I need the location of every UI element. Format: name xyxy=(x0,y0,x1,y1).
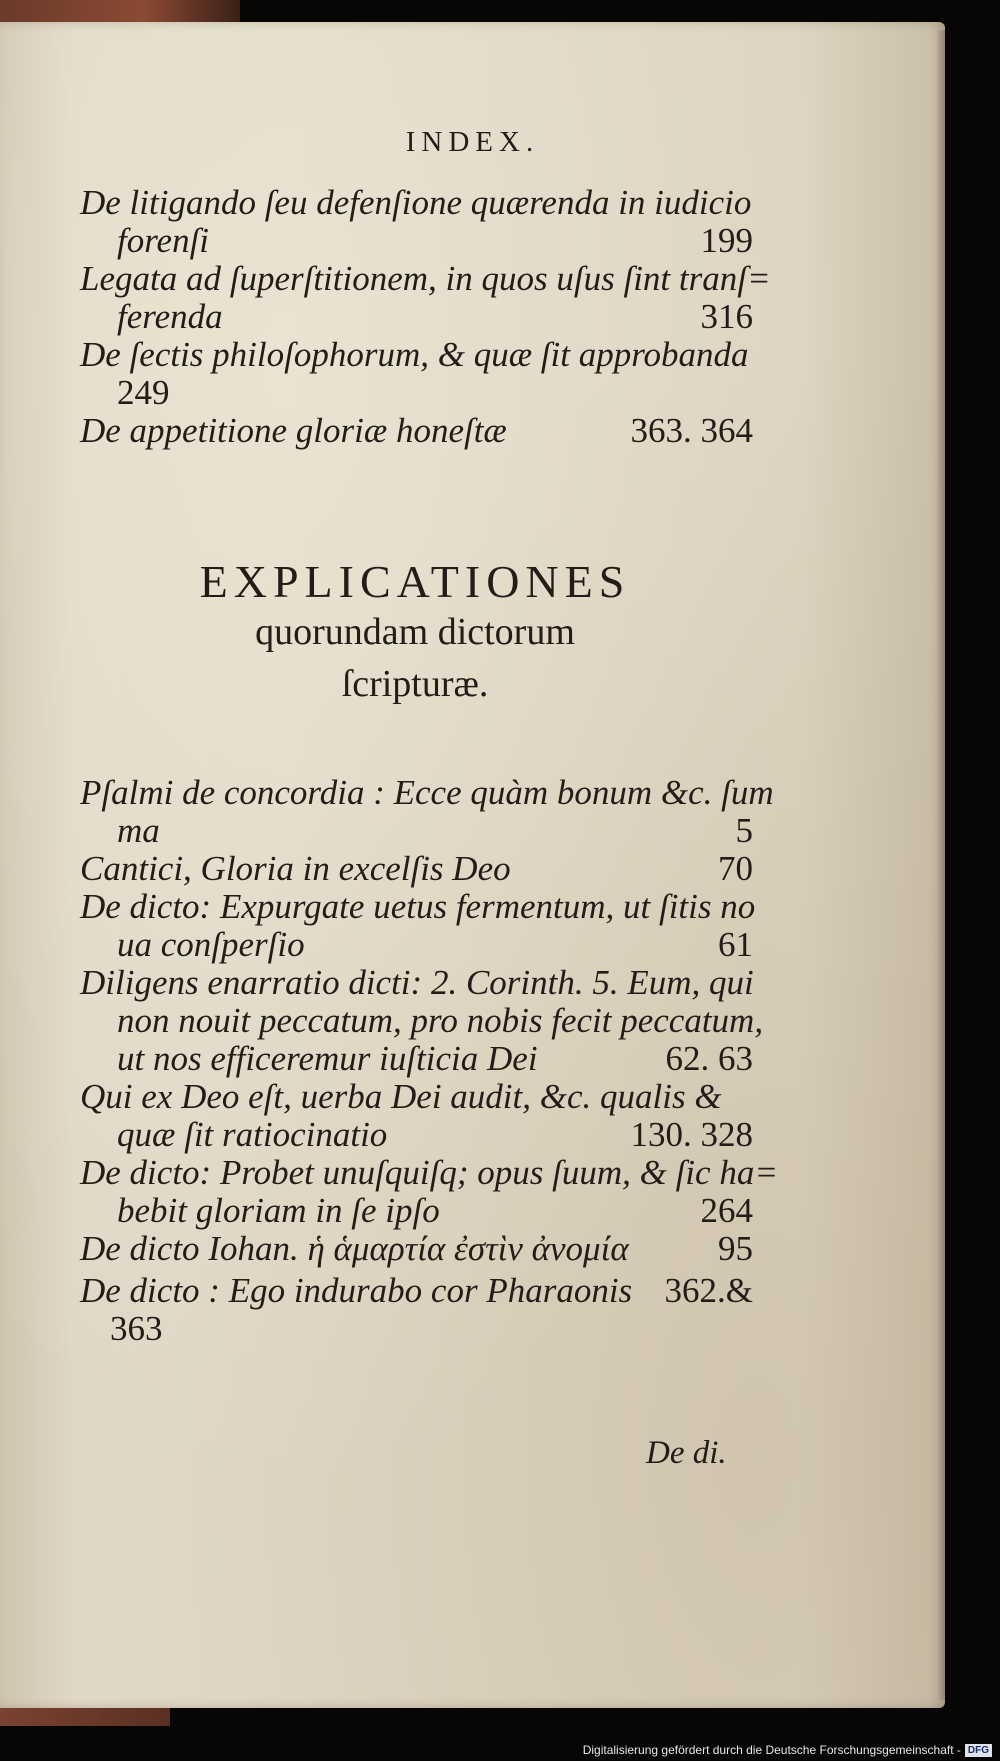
page-reference: 95 xyxy=(718,1229,753,1268)
book-edge-bottom xyxy=(0,1708,170,1726)
footer-text: Digitalisierung gefördert durch die Deutsche Forschungsgemeinschaft - xyxy=(582,1743,961,1757)
entry-line: De appetitione gloriæ honeſtæ xyxy=(80,411,507,450)
page-reference: 362.& xyxy=(664,1271,753,1310)
index-entry xyxy=(80,1153,778,1230)
entry-line: De litigando ſeu defenſione quærenda in iudicio xyxy=(80,183,752,222)
entry-line-continued: quæ ſit ratiocinatio xyxy=(117,1115,388,1154)
entry-line-continued: ut nos efficeremur iuſticia Dei xyxy=(117,1039,538,1078)
page-reference: 363. 364 xyxy=(630,411,753,450)
entry-line-continued: forenſi xyxy=(117,221,210,260)
index-entry xyxy=(80,850,753,888)
entry-line: De dicto Iohan. ἡ ἁμαρτία ἐστὶν ἀνομία xyxy=(80,1229,629,1268)
dfg-logo: DFG xyxy=(965,1744,992,1757)
page-reference: 61 xyxy=(718,925,753,964)
index-entry xyxy=(80,412,753,450)
entry-line: Pſalmi de concordia : Ecce quàm bonum &c. ſum xyxy=(80,773,774,812)
entry-line: Diligens enarratio dicti: 2. Corinth. 5. Eum, qui xyxy=(80,963,754,1002)
section-subtitle-line-1: quorundam dictorum xyxy=(255,611,575,653)
entry-line: De dicto: Probet unuſquiſq; opus ſuum, & ſic ha= xyxy=(80,1153,778,1192)
page-reference: 316 xyxy=(700,297,753,336)
page-reference: 249 xyxy=(117,373,170,412)
index-entry xyxy=(80,336,753,412)
page-right-edge xyxy=(937,30,945,1700)
index-entry xyxy=(80,963,764,1078)
entry-line: De dicto: Expurgate uetus fermentum, ut ſitis no xyxy=(80,887,756,926)
index-entry xyxy=(80,1272,753,1348)
entry-line: Cantici, Gloria in excelſis Deo xyxy=(80,849,511,888)
book-edge-top xyxy=(0,0,240,22)
entry-line-continued: ma xyxy=(117,811,160,850)
footer-credit xyxy=(583,1743,992,1757)
section-subtitle-line-2: ſcripturæ. xyxy=(341,663,489,705)
running-head: INDEX. xyxy=(405,126,540,158)
entry-line-continued: ferenda xyxy=(117,297,223,336)
entry-line-continued: ua conſperſio xyxy=(117,925,305,964)
catchword: De di. xyxy=(646,1435,727,1471)
entry-line: Qui ex Deo eſt, uerba Dei audit, &c. qualis & xyxy=(80,1077,722,1116)
page-reference-continued: 363 xyxy=(110,1309,163,1348)
index-entry xyxy=(80,773,774,850)
index-entry xyxy=(80,1230,753,1268)
book-page xyxy=(0,22,945,1708)
entry-line: De dicto : Ego indurabo cor Pharaonis xyxy=(80,1271,633,1310)
index-entry xyxy=(80,259,771,336)
section-title: EXPLICATIONES xyxy=(199,556,631,607)
page-reference: 264 xyxy=(700,1191,753,1230)
page-reference: 5 xyxy=(735,811,753,850)
page-reference: 62. 63 xyxy=(665,1039,753,1078)
entry-line: Legata ad ſuperſtitionem, in quos uſus ſint tranſ= xyxy=(80,259,771,298)
page-reference: 130. 328 xyxy=(630,1115,753,1154)
page-reference: 199 xyxy=(700,221,753,260)
index-entry xyxy=(80,1078,753,1154)
entry-line-continued: bebit gloriam in ſe ipſo xyxy=(117,1191,440,1230)
index-entry xyxy=(80,887,756,964)
page-reference: 70 xyxy=(718,849,753,888)
entry-line-continued: non nouit peccatum, pro nobis fecit peccatum, xyxy=(117,1001,764,1040)
index-entry xyxy=(80,184,753,260)
entry-line: De ſectis philoſophorum, & quæ ſit approbanda xyxy=(80,335,749,374)
